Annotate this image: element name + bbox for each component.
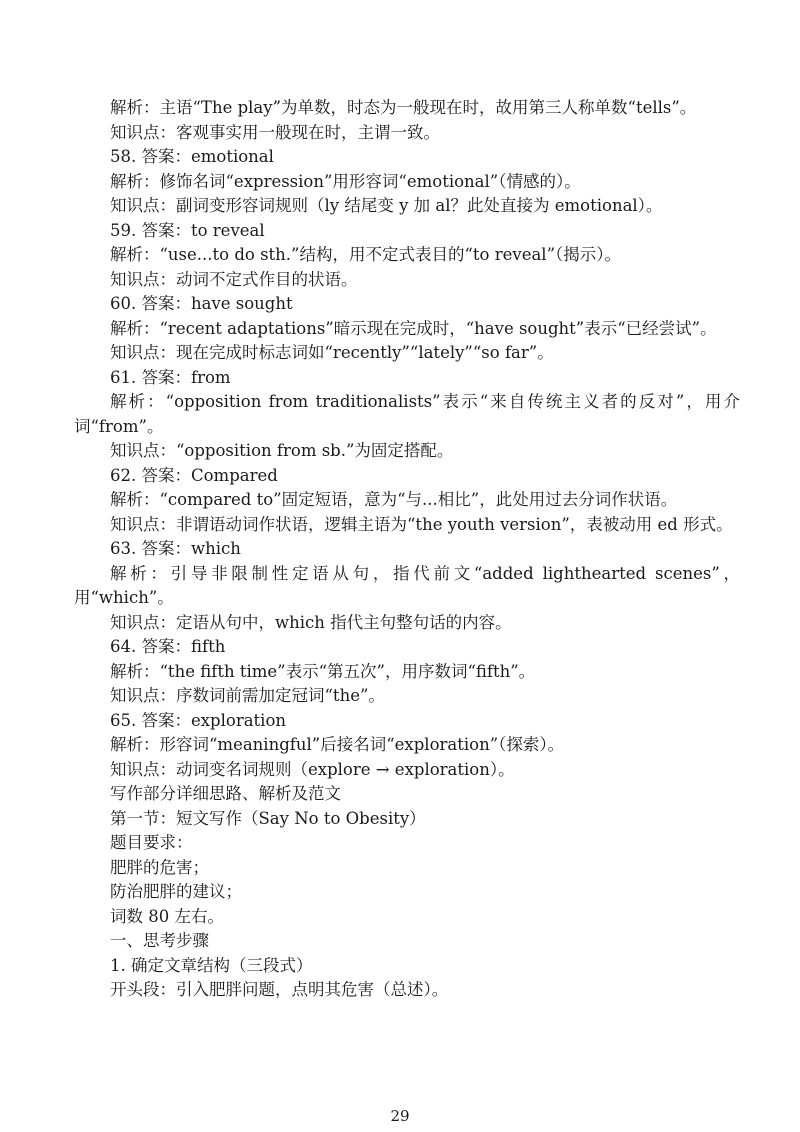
answer-58-analysis: 解析：修饰名词“expression”用形容词“emotional”（情感的）。	[110, 171, 581, 191]
requirement-item: 肥胖的危害；	[110, 857, 209, 877]
answer-57-analysis: 解析：主语“The play”为单数，时态为一般现在时，故用第三人称单数“tells”。	[110, 98, 697, 117]
document-body	[74, 96, 740, 1003]
answer-61-heading: 61. 答案：from	[110, 367, 231, 387]
page-number: 29	[390, 1107, 410, 1125]
answer-58-heading: 58. 答案：emotional	[110, 147, 274, 166]
answer-64-heading: 64. 答案：fifth	[110, 637, 226, 656]
answer-63-heading: 63. 答案：which	[110, 539, 241, 558]
answer-61-analysis: 解析：“opposition from traditionalists”表示“来自传统主义者的反对”，用介词“from”。	[74, 392, 740, 436]
answer-59-analysis: 解析：“use...to do sth.”结构，用不定式表目的“to reveal”（揭示）。	[110, 245, 622, 264]
answer-64-knowledge: 知识点：序数词前需加定冠词“the”。	[110, 686, 385, 705]
answer-60-knowledge: 知识点：现在完成时标志词如“recently”“lately”“so far”。	[110, 343, 554, 362]
answer-57-knowledge: 知识点：客观事实用一般现在时，主谓一致。	[110, 122, 440, 142]
answer-60-analysis: 解析：“recent adaptations”暗示现在完成时，“have sought”表示“已经尝试”。	[110, 318, 717, 338]
thinking-steps-heading: 一、思考步骤	[110, 931, 209, 950]
writing-part-one-title: 第一节：短文写作（Say No to Obesity）	[110, 808, 426, 828]
requirement-item: 防治肥胖的建议；	[110, 882, 242, 901]
answer-59-heading: 59. 答案：to reveal	[110, 220, 265, 240]
answer-63-knowledge: 知识点：定语从句中，which 指代主句整句话的内容。	[110, 612, 512, 632]
answer-65-knowledge: 知识点：动词变名词规则（explore → exploration）。	[110, 759, 515, 779]
answer-59-knowledge: 知识点：动词不定式作目的状语。	[110, 269, 358, 289]
answer-58-knowledge: 知识点：副词变形容词规则（ly 结尾变 y 加 al？此处直接为 emotional）。	[110, 196, 663, 215]
requirements-heading: 题目要求：	[110, 833, 193, 852]
answer-62-heading: 62. 答案：Compared	[110, 465, 278, 485]
writing-section-title: 写作部分详细思路、解析及范文	[110, 784, 341, 803]
requirement-item: 词数 80 左右。	[110, 906, 224, 926]
opening-paragraph-note: 开头段：引入肥胖问题，点明其危害（总述）。	[110, 980, 449, 999]
step-one-heading: 1. 确定文章结构（三段式）	[110, 955, 313, 975]
answer-60-heading: 60. 答案：have sought	[110, 294, 293, 313]
answer-62-analysis: 解析：“compared to”固定短语，意为“与...相比”，此处用过去分词作状语。	[110, 490, 678, 509]
answer-61-knowledge: 知识点：“opposition from sb.”为固定搭配。	[110, 441, 454, 460]
answer-65-heading: 65. 答案：exploration	[110, 710, 287, 730]
answer-64-analysis: 解析：“the fifth time”表示“第五次”，用序数词“fifth”。	[110, 661, 536, 681]
answer-65-analysis: 解析：形容词“meaningful”后接名词“exploration”（探索）。	[110, 735, 565, 754]
answer-63-analysis: 解析：引导非限制性定语从句，指代前文“added lighthearted scenes”，用“which”。	[74, 563, 740, 607]
answer-62-knowledge: 知识点：非谓语动词作状语，逻辑主语为“the youth version”，表被动用 ed 形式。	[110, 514, 733, 534]
